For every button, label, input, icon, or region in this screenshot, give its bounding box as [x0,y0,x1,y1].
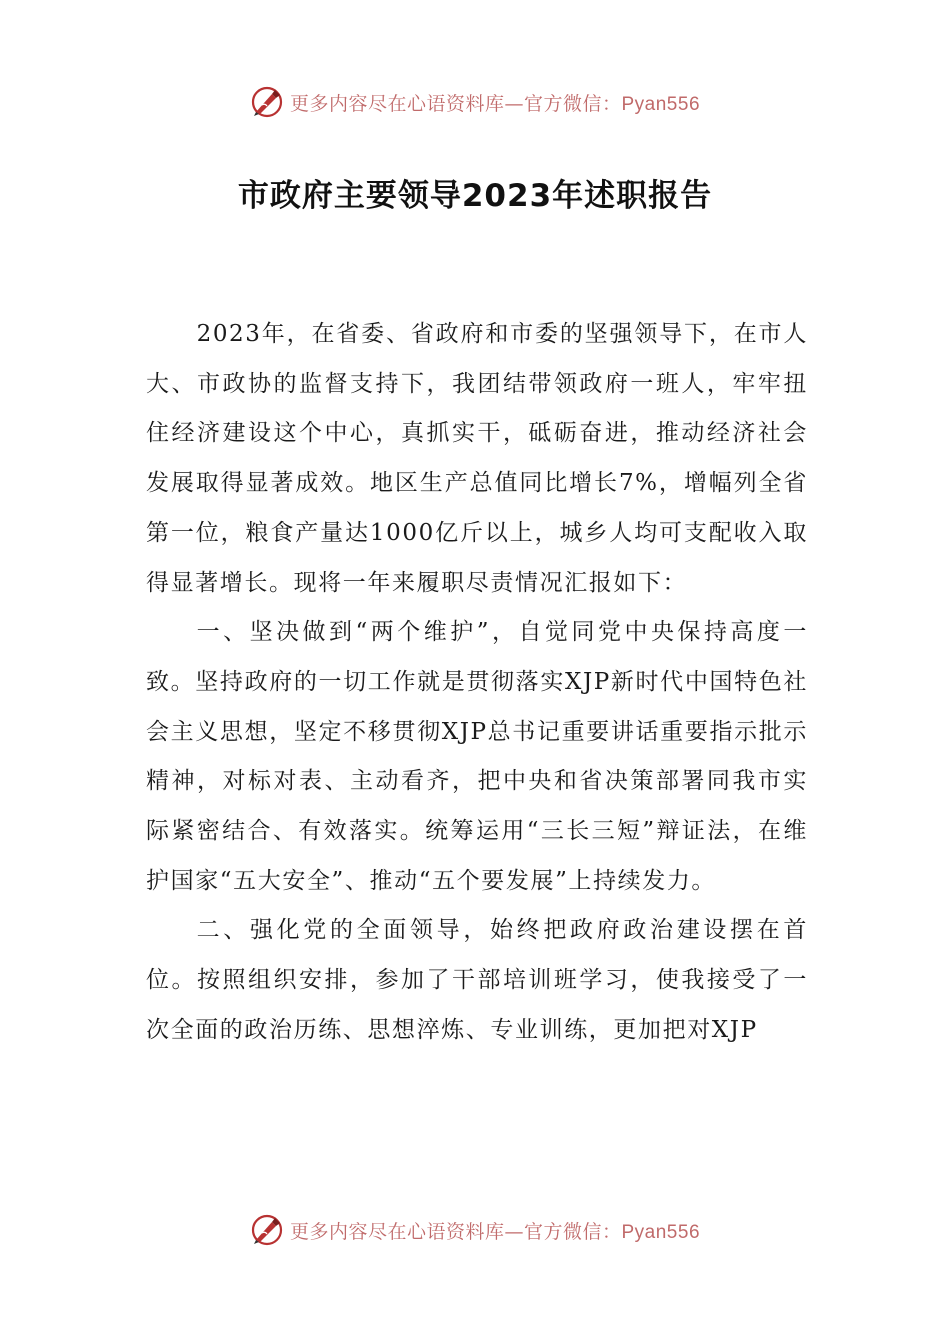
header-banner [0,82,950,122]
banner-text: 更多内容尽在心语资料库—官方微信： [289,92,622,115]
paragraph-section-2: 二、强化党的全面领导，始终把政府政治建设摆在首位。按照组织安排，参加了干部培训班学习，使我接受了一次全面的政治历练、思想淬炼、专业训练，更加把对XJP [146,917,808,1043]
document-body [146,310,808,1056]
footer-banner [0,1210,950,1250]
wechat-id: Pyan556 [621,1221,701,1243]
pen-logo-icon [250,85,284,119]
paragraph-section-1: 一、坚决做到“两个维护”，自觉同党中央保持高度一致。坚持政府的一切工作就是贯彻落实XJP新时代中国特色社会主义思想，坚定不移贯彻XJP总书记重要讲话重要指示批示精神，对标对表、主动看齐，把中央和省决策部署同我市实际紧密结合、有效落实。统筹运用“三长三短”辩证法，在维护国家“五大安全”、推动“五个要发展”上持续发力。 [146,619,808,894]
document-title: 市政府主要领导2023年述职报告 [237,178,713,214]
banner-text: 更多内容尽在心语资料库—官方微信： [289,1220,622,1243]
pen-logo-icon [250,1213,284,1247]
paragraph-intro: 2023年，在省委、省政府和市委的坚强领导下，在市人大、市政协的监督支持下，我团结带领政府一班人，牢牢扭住经济建设这个中心，真抓实干，砥砺奋进，推动经济社会发展取得显著成效。地区生产总值同比增长7%，增幅列全省第一位，粮食产量达1000亿斤以上，城乡人均可支配收入取得显著增长。现将一年来履职尽责情况汇报如下： [146,321,808,596]
wechat-id: Pyan556 [621,93,701,115]
